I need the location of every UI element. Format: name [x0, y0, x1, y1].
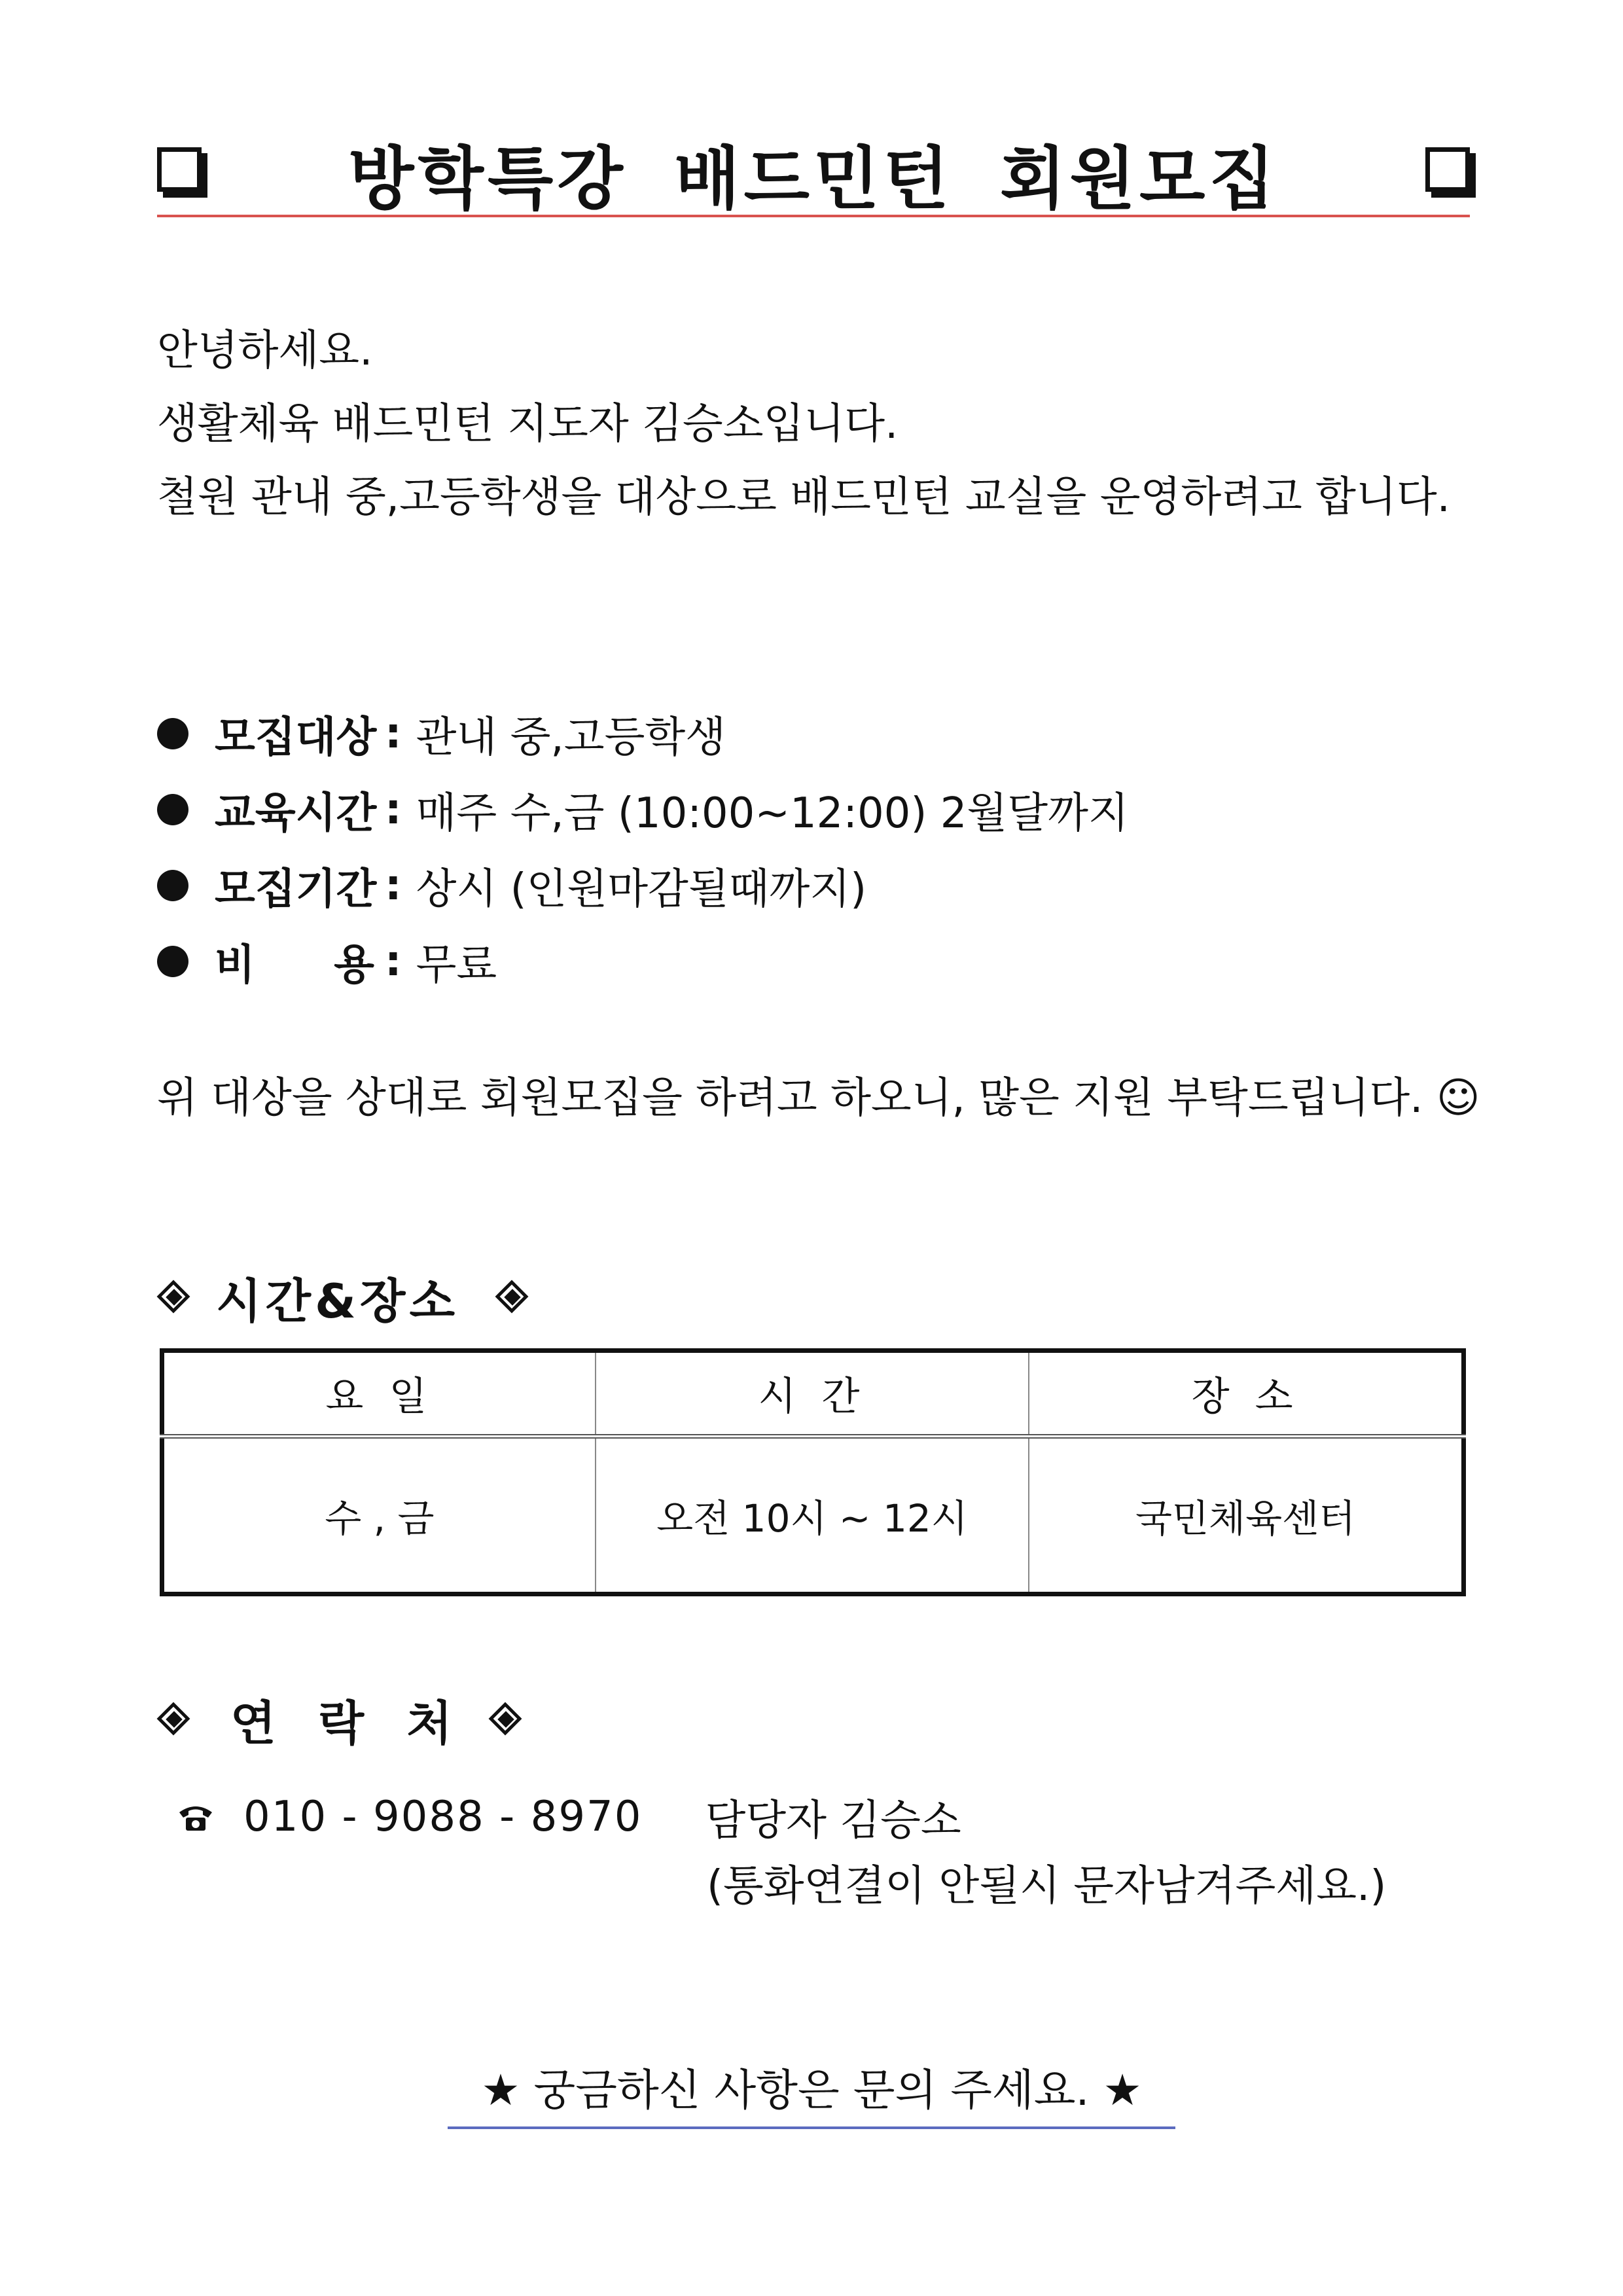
detail-label: 모집대상: [215, 713, 377, 762]
contact-phone: 010 - 9088 - 8970: [243, 1793, 643, 1841]
detail-value: 관내 중,고등학생: [416, 713, 726, 762]
diamond-icon: [489, 1702, 523, 1736]
detail-label: 모집기간: [215, 865, 377, 914]
header-day: 요 일: [162, 1351, 596, 1437]
diamond-icon: [157, 1280, 191, 1314]
footer-note: ★ 궁금하신 사항은 문의 주세요. ★: [448, 2055, 1175, 2129]
cell-place: 국민체육센터: [1029, 1437, 1463, 1594]
detail-label: 교육시간: [215, 789, 377, 838]
schedule-heading: [157, 1263, 529, 1331]
greeting-text: 안녕하세요.: [157, 327, 373, 375]
contact-note: (통화연결이 안될시 문자남겨주세요.): [707, 1862, 1387, 1910]
telephone-icon: [177, 1798, 215, 1836]
colon: :: [385, 937, 402, 986]
detail-label: [215, 931, 374, 992]
square-icon: [157, 147, 202, 192]
schedule-table: [160, 1348, 1466, 1596]
bullet-icon: [157, 870, 188, 901]
colon: :: [385, 861, 402, 910]
detail-value: 매주 수,금 (10:00~12:00) 2월달까지: [416, 789, 1129, 838]
bullet-icon: [157, 718, 188, 749]
bullet-icon: [157, 794, 188, 825]
colon: :: [385, 709, 402, 758]
detail-item: [157, 848, 1129, 924]
square-icon: [1425, 147, 1470, 192]
contact-heading: [157, 1685, 523, 1753]
detail-item: [157, 924, 1129, 999]
table-header-row: [162, 1351, 1464, 1437]
diamond-icon: [495, 1280, 529, 1314]
detail-label-char: 용: [334, 941, 374, 990]
detail-item: [157, 696, 1129, 772]
colon: :: [385, 785, 402, 834]
detail-label-char: 비: [215, 941, 255, 990]
contact-person: 담당자 김승소: [705, 1797, 961, 1845]
purpose-text: 철원 관내 중,고등학생을 대상으로 배드민턴 교실을 운영하려고 합니다.: [157, 473, 1450, 522]
self-intro-text: 생활체육 배드민턴 지도자 김승소입니다.: [157, 400, 899, 448]
bullet-icon: [157, 946, 188, 977]
detail-item: [157, 772, 1129, 848]
detail-value: 상시 (인원마감될때까지): [416, 865, 867, 914]
page-title-text: 방학특강 배드민턴 회원모집: [348, 139, 1279, 219]
diamond-icon: [157, 1702, 191, 1736]
header-place: 장 소: [1029, 1351, 1463, 1437]
cell-time: 오전 10시 ~ 12시: [596, 1437, 1029, 1594]
contact-row: [177, 1787, 961, 1847]
table-row: [162, 1437, 1464, 1594]
page-title: [157, 131, 1470, 217]
contact-heading-text: 연 락 처: [230, 1696, 452, 1751]
cell-day: 수 , 금: [325, 1496, 435, 1541]
request-text: 위 대상을 상대로 회원모집을 하려고 하오니, 많은 지원 부탁드립니다. ☺: [157, 1074, 1480, 1122]
schedule-heading-text: 시간&장소: [216, 1274, 459, 1329]
detail-list: [157, 696, 1129, 999]
header-time: 시 간: [596, 1351, 1029, 1437]
detail-value: 무료: [416, 941, 497, 990]
